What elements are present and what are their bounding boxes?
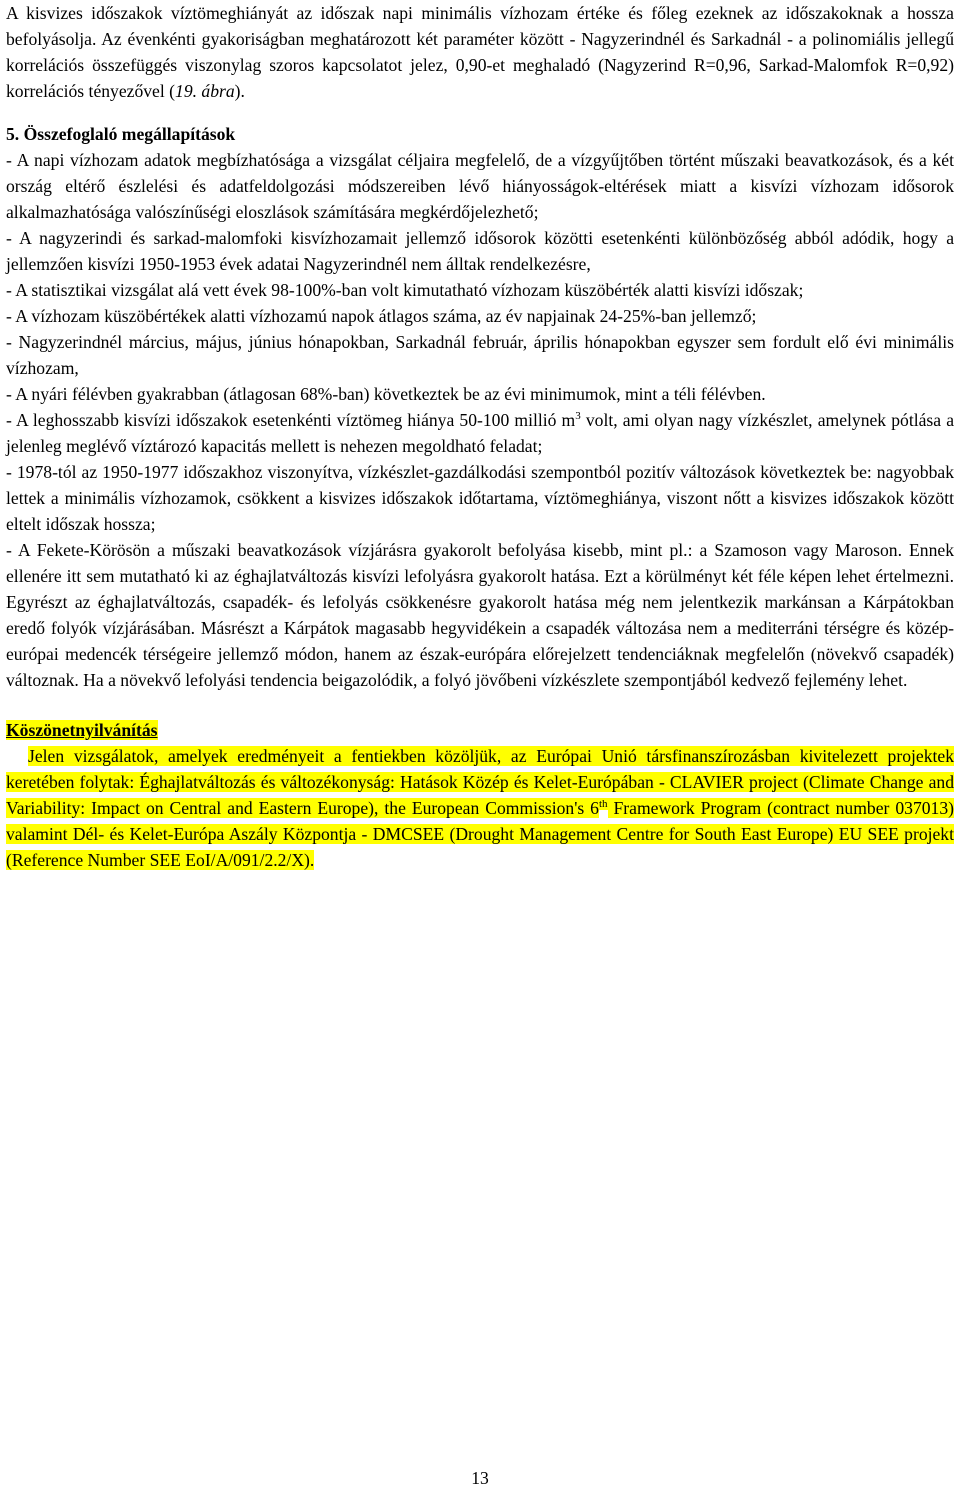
- acknowledgement-text-pre: Jelen vizsgálatok, amelyek eredményeit a fentiekben közöljük, az Európai Unió társfinanszírozásban kivitelezett projektek keretében folytak: Éghajlatváltozás és változékonyság: Hatások Közép és Kelet-Európában - CLAVIER project (Climate Change and Variability: Impact on Central and Eastern Europe), the European Commission's 6: [6, 746, 954, 818]
- acknowledgement-text: [6, 743, 954, 873]
- acknowledgement-text-post: Framework Program (contract number 037013) valamint Dél- és Kelet-Európa Aszály Központja - DMCSEE (Drought Management Centre for South East Europe) EU SEE projekt (Reference Number SEE EoI/A/091/2.2/X).: [6, 798, 954, 870]
- section-heading: 5. Összefoglaló megállapítások: [6, 124, 236, 144]
- acknowledgement-heading: [6, 717, 954, 743]
- findings-list: [6, 147, 954, 693]
- finding-item: - A statisztikai vizsgálat alá vett évek 98-100%-ban volt kimutatható vízhozam küszöbérték alatti kisvízi időszak;: [6, 280, 804, 300]
- finding-item-final: - A Fekete-Körösön a műszaki beavatkozások vízjárásra gyakorolt befolyása kisebb, mint pl.: a Szamoson vagy Maroson. Ennek ellenére itt sem mutatható ki az éghajlatváltozás kisvízi lefolyásra gyakorolt hatása. Ezt a körülményt két féle képen lehet értelmezni. Egyrészt az éghajlatváltozás, csapadék- és lefolyás csökkenésre gyakorolt hatása még nem jelentkezik markánsan a Kárpátokban eredő folyók vízjárásában. Másrészt a Kárpátok magasabb hegyvidékein a csapadék változása nem a mediterráni térségre és közép-európai medencék térségeire jellemző módon, hanem az észak-európára előrejelzett tendenciáknak megfelelőn (növekvő csapadék) változnak. Ha a növekvő lefolyási tendencia beigazolódik, a folyó jövőbeni vízkészlete szempontjából kedvező fejlemény lehet.: [6, 540, 954, 690]
- volume-text-pre: - A leghosszabb kisvízi időszakok esetenkénti víztömeg hiánya 50-100 millió m: [6, 410, 576, 430]
- finding-item: - A nyári félévben gyakrabban (átlagosan 68%-ban) következtek be az évi minimumok, mint a téli félévben.: [6, 384, 766, 404]
- finding-item: - A napi vízhozam adatok megbízhatósága a vizsgálat céljaira megfelelő, de a vízgyűjtőben történt műszaki beavatkozások, és a két ország eltérő észlelési és adatfeldolgozási módszereiben lévő hiányosságok-eltérések miatt a kisvízi vízhozam idősorok alkalmazhatósága valószínűségi eloszlások számítására megkérdőjelezhető;: [6, 150, 954, 222]
- finding-item: - A nagyzerindi és sarkad-malomfoki kisvízhozamait jellemző idősorok közötti esetenkénti különbözőség abból adódik, hogy a jellemzően kisvízi 1950-1953 évek adatai Nagyzerindnél nem álltak rendelkezésre,: [6, 228, 954, 274]
- ordinal-superscript: th: [598, 798, 608, 810]
- intro-text: A kisvizes időszakok víztömeghiányát az időszak napi minimális vízhozam értéke és főleg ezeknek az időszakoknak a hossza befolyásolja. Az évenkénti gyakoriságban meghatározott két paraméter között - Nagyzerindnél és Sarkadnál - a polinomiális jellegű korrelációs összefüggés viszonylag szoros kapcsolatot jelez, 0,90-et meghaladó (Nagyzerind R=0,96, Sarkad-Malomfok R=0,92) korrelációs tényezővel (: [6, 3, 954, 101]
- volume-text-post: volt, ami olyan nagy vízkészlet, amelynek pótlása a jelenleg meglévő víztározó kapacitás mellett is nehezen megoldható feladat;: [6, 410, 955, 456]
- intro-end: ).: [234, 81, 245, 101]
- finding-item-volume: [6, 407, 954, 459]
- intro-paragraph: [6, 0, 954, 104]
- finding-item-1978: - 1978-tól az 1950-1977 időszakhoz viszonyítva, vízkészlet-gazdálkodási szempontból pozitív változások következtek be: nagyobbak lettek a minimális vízhozamok, csökkent a kisvizes időszakok időtartama, víztömeghiánya, viszont nőtt a kisvizes időszakok között eltelt időszak hossza;: [6, 462, 954, 534]
- acknowledgement-block: [6, 717, 954, 873]
- finding-item: - A vízhozam küszöbértékek alatti vízhozamú napok átlagos száma, az év napjainak 24-25%-ban jellemző;: [6, 306, 757, 326]
- figure-reference: 19. ábra: [175, 81, 235, 101]
- cubic-superscript: 3: [575, 410, 581, 422]
- finding-item: - Nagyzerindnél március, május, június hónapokban, Sarkadnál február, április hónapokban egyszer sem fordult elő évi minimális vízhozam,: [6, 332, 954, 378]
- document-page: [6, 0, 954, 873]
- page-number: 13: [471, 1468, 489, 1488]
- acknowledgement-heading-text: Köszönetnyilvánítás: [6, 720, 158, 740]
